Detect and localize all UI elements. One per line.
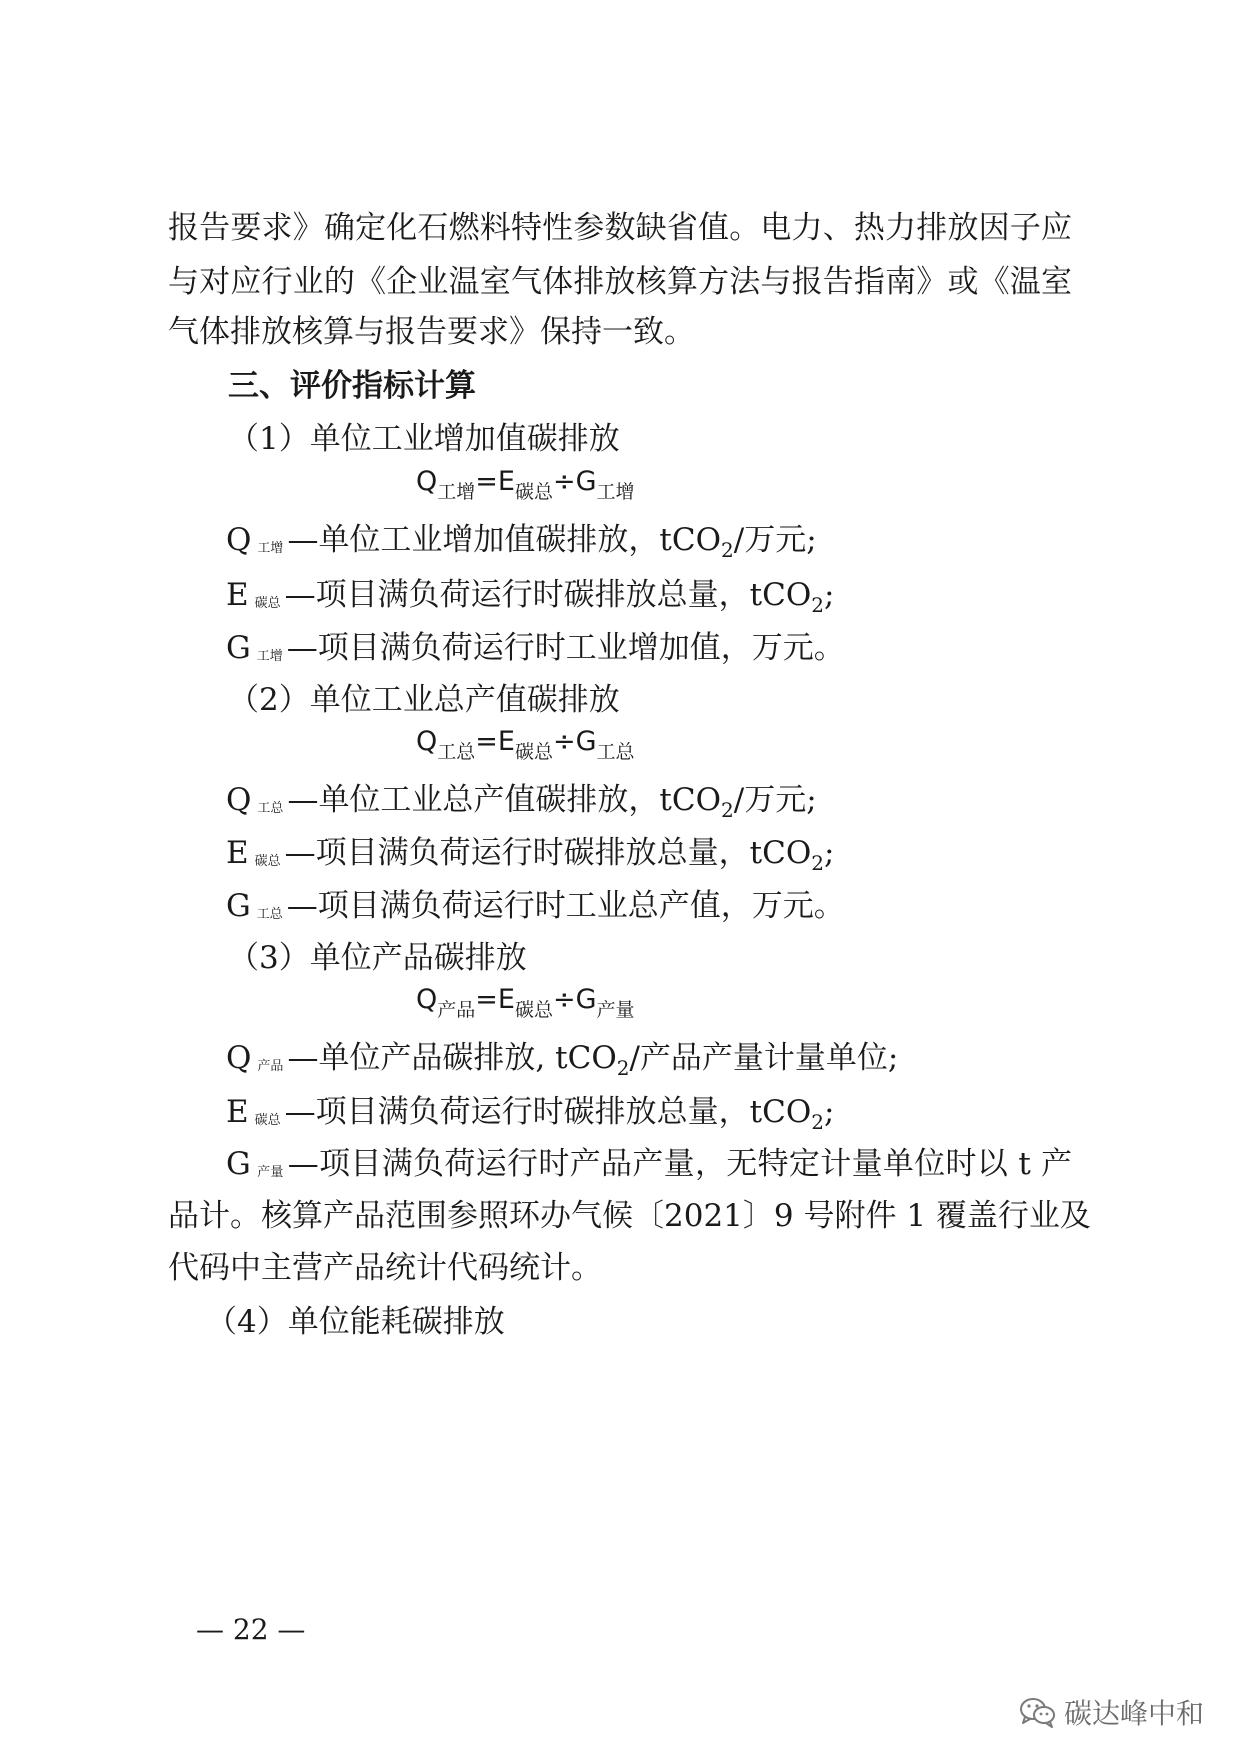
paragraph-continuation-1: 品计。核算产品范围参照环办气候〔2021〕9 号附件 1 覆盖行业及 <box>168 1198 1091 1234</box>
definition-e: E碳总 —项目满负荷运行时碳排放总量，tCO$_2$; <box>226 835 835 875</box>
subsection-title-3: （3）单位产品碳排放 <box>228 940 527 976</box>
subsection-title-2: （2）单位工业总产值碳排放 <box>228 682 620 718</box>
definition-q: Q工增 —单位工业增加值碳排放，tCO$_2$/万元; <box>226 522 817 562</box>
definition-e: E碳总 —项目满负荷运行时碳排放总量，tCO$_2$; <box>226 1094 835 1134</box>
definition-e: E碳总 —项目满负荷运行时碳排放总量，tCO$_2$; <box>226 577 835 617</box>
section-heading: 三、评价指标计算 <box>228 368 476 404</box>
paragraph-line-3: 气体排放核算与报告要求》保持一致。 <box>168 314 695 350</box>
definition-g: G产量 —项目满负荷运行时产品产量，无特定计量单位时以 t 产 <box>226 1146 1072 1182</box>
formula-3: $Q_{产品}=E_{碳总}\div G_{产量}$ <box>416 984 635 1021</box>
wechat-icon <box>1018 1696 1056 1728</box>
definition-q: Q工总 —单位工业总产值碳排放，tCO$_2$/万元; <box>226 782 817 822</box>
formula-2: $Q_{工总}=E_{碳总}\div G_{工总}$ <box>416 726 635 763</box>
definition-g: G工增 —项目满负荷运行时工业增加值，万元。 <box>226 630 845 666</box>
paragraph-line-2: 与对应行业的《企业温室气体排放核算方法与报告指南》或《温室 <box>168 264 1072 300</box>
definition-g: G工总 —项目满负荷运行时工业总产值，万元。 <box>226 888 845 924</box>
watermark-text: 碳达峰中和 <box>1063 1697 1204 1730</box>
formula-1: $Q_{工增}=E_{碳总}\div G_{工增}$ <box>416 466 635 503</box>
subsection-title-1: （1）单位工业增加值碳排放 <box>228 421 620 457</box>
page-number: — 22 — <box>196 1613 306 1646</box>
paragraph-continuation-2: 代码中主营产品统计代码统计。 <box>168 1250 602 1286</box>
definition-q: Q产品 —单位产品碳排放, tCO$_2$/产品产量计量单位; <box>226 1040 899 1080</box>
paragraph-line-1: 报告要求》确定化石燃料特性参数缺省值。电力、热力排放因子应 <box>168 210 1072 246</box>
subsection-title-4: （4）单位能耗碳排放 <box>206 1304 505 1340</box>
watermark <box>1018 1692 1204 1732</box>
